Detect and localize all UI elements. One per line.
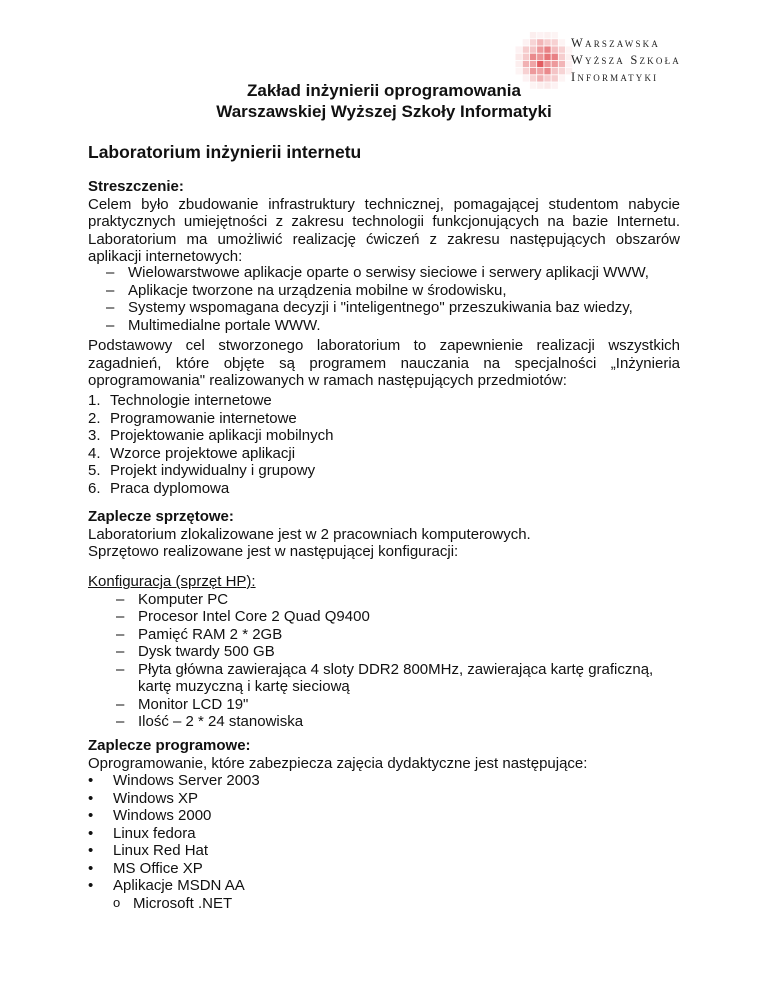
list-item: • Windows Server 2003 (88, 772, 260, 789)
logo-tile (537, 61, 543, 67)
logo-tile (559, 54, 565, 60)
list-item: – Systemy wspomagana decyzji i "inteligentnego" przeszukiwania baz wiedzy, (106, 299, 633, 316)
list-item: • MS Office XP (88, 859, 203, 877)
logo-tile (552, 46, 558, 52)
logo-tile (544, 46, 550, 52)
subjects-list (88, 392, 680, 497)
list-item: – Multimedialne portale WWW. (106, 316, 321, 334)
list-item: – Wielowarstwowe aplikacje oparte o serwisy sieciowe i serwery aplikacji WWW, (106, 264, 649, 281)
department-header (88, 80, 680, 122)
logo-tile (523, 39, 529, 45)
logo-tile (559, 61, 565, 67)
logo-tile (516, 68, 522, 74)
list-item: – Płyta główna zawierająca 4 sloty DDR2 800MHz, zawierająca kartę graficzną, kartę muzyczną i kartę sieciową (116, 660, 654, 695)
config-section (88, 573, 680, 731)
logo-tile (552, 68, 558, 74)
goal-paragraph: Podstawowy cel stworzonego laboratorium to zapewnienie realizacji wszystkich zagadnień, które objęte są programem nauczania na specjalności „Inżynieria oprogramowania" realizowanych w ramach następujących przedmiotów: (88, 337, 680, 389)
hardware-heading: Zaplecze sprzętowe: (88, 508, 234, 525)
software-list (88, 772, 680, 895)
hardware-line-1: Laboratorium zlokalizowane jest w 2 pracowniach komputerowych. (88, 525, 531, 543)
logo-tile (544, 68, 550, 74)
logo-tile (523, 61, 529, 67)
logo-tile (552, 32, 558, 38)
logo-tile (559, 68, 565, 74)
summary-section (88, 178, 680, 266)
logo-tile (516, 61, 522, 67)
logo-line-2: Wyższa Szkoła (571, 53, 681, 67)
page-title: Laboratorium inżynierii internetu (88, 142, 362, 162)
hardware-section (88, 508, 680, 561)
config-heading: Konfiguracja (sprzęt HP): (88, 573, 256, 590)
list-item: 2. Programowanie internetowe (88, 409, 297, 427)
logo-tile (537, 54, 543, 60)
software-intro: Oprogramowanie, które zabezpiecza zajęcia dydaktyczne jest następujące: (88, 754, 588, 772)
circle-bullet-icon: o (113, 894, 121, 910)
areas-list (88, 264, 680, 334)
logo-line-3: Informatyki (571, 70, 659, 84)
logo-tile (523, 46, 529, 52)
list-item: – Monitor LCD 19" (116, 695, 249, 713)
software-subitem: o Microsoft .NET (113, 894, 233, 912)
list-item: • Linux Red Hat (88, 842, 209, 859)
list-item: 6. Praca dyplomowa (88, 479, 230, 497)
logo-tile (552, 54, 558, 60)
logo-tile (537, 46, 543, 52)
logo-tile (530, 68, 536, 74)
software-section (88, 737, 680, 912)
list-item: • Windows XP (88, 789, 199, 807)
list-item: • Linux fedora (88, 824, 196, 842)
logo-tile (537, 68, 543, 74)
logo-tile (530, 32, 536, 38)
logo-tile (530, 46, 536, 52)
summary-intro: Celem było zbudowanie infrastruktury technicznej, pomagającej studentom nabycie praktycznych umiejętności z zakresu technologii funkcjonujących na bazie Internetu. Laboratorium ma umożliwić realizację ćwiczeń z zakresu następujących obszarów aplikacji internetowych: (88, 195, 680, 265)
logo-tile (544, 39, 550, 45)
logo-tile (516, 54, 522, 60)
logo-tile (523, 54, 529, 60)
list-item: – Komputer PC (116, 590, 229, 608)
header-line-1: Zakład inżynierii oprogramowania (247, 81, 521, 100)
logo-tile (530, 39, 536, 45)
logo-tile (552, 39, 558, 45)
logo-tile (530, 54, 536, 60)
list-item: 1. Technologie internetowe (88, 392, 272, 409)
list-item: – Dysk twardy 500 GB (116, 643, 275, 660)
logo-tile (537, 32, 543, 38)
config-list (88, 591, 680, 731)
logo-tile (544, 61, 550, 67)
list-item: – Pamięć RAM 2 * 2GB (116, 625, 283, 643)
list-item: • Aplikacje MSDN AA (88, 877, 245, 894)
logo-tile (544, 54, 550, 60)
logo-tile (523, 68, 529, 74)
list-item: 3. Projektowanie aplikacji mobilnych (88, 427, 334, 444)
list-item: – Procesor Intel Core 2 Quad Q9400 (116, 608, 370, 625)
logo-tile (537, 39, 543, 45)
logo-tile (559, 39, 565, 45)
logo-tile (544, 32, 550, 38)
header-line-2: Warszawskiej Wyższej Szkoły Informatyki (216, 102, 552, 121)
list-item: 5. Projekt indywidualny i grupowy (88, 462, 316, 479)
software-heading: Zaplecze programowe: (88, 737, 251, 754)
list-item: – Aplikacje tworzone na urządzenia mobilne w środowisku, (106, 281, 507, 299)
summary-heading: Streszczenie: (88, 178, 184, 195)
logo-tile (559, 46, 565, 52)
logo-line-1: Warszawska (571, 36, 661, 50)
hardware-line-2: Sprzętowo realizowane jest w następującej konfiguracji: (88, 543, 459, 560)
list-item: 4. Wzorce projektowe aplikacji (88, 444, 296, 462)
logo-text (571, 35, 681, 86)
logo-tile (516, 46, 522, 52)
logo-tile (552, 61, 558, 67)
list-item: • Windows 2000 (88, 807, 212, 824)
logo-tile (530, 61, 536, 67)
list-item: – Ilość – 2 * 24 stanowiska (116, 713, 304, 730)
